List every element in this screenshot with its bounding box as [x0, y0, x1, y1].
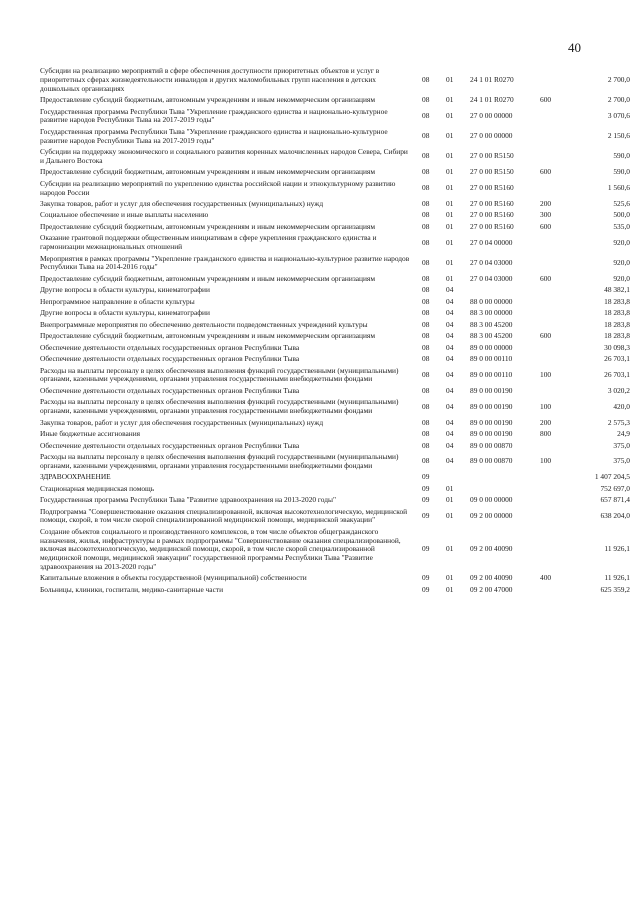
section-code: 08	[422, 440, 430, 450]
target-article-code: 27 0 04 03000	[470, 257, 513, 267]
subsection-code: 04	[446, 285, 454, 295]
amount: 375,0	[613, 456, 630, 466]
section-code: 08	[422, 199, 430, 208]
expense-type-code	[540, 285, 572, 296]
table-row	[40, 273, 630, 284]
subsection-code: 04	[446, 296, 454, 306]
target-article-code: 27 0 00 00000	[470, 111, 513, 121]
item-name: Обеспечение деятельности отдельных государственных органов Республики Тыва	[40, 385, 300, 395]
item-name: Стационарная медицинская помощь	[40, 483, 155, 493]
target-article-code: 89 0 00 00190	[470, 417, 513, 427]
target-article-code: 89 0 00 00190	[470, 429, 513, 439]
section-code: 08	[422, 342, 430, 352]
target-article-code: 88 3 00 45200	[470, 331, 513, 341]
section-code: 09	[422, 584, 430, 594]
expense-type-code: 400	[540, 573, 552, 583]
section-code: 08	[422, 131, 430, 141]
table-row	[40, 495, 630, 506]
subsection-code: 01	[446, 131, 454, 141]
target-article-code	[470, 285, 540, 296]
target-article-code: 89 0 00 00110	[470, 370, 513, 380]
amount: 625 359,2	[600, 584, 630, 594]
target-article-code: 09 0 00 00000	[470, 495, 513, 505]
item-name: Непрограммное направление в области культуры	[40, 296, 195, 306]
expense-type-code	[540, 354, 572, 365]
target-article-code: 09 2 00 00000	[470, 511, 513, 520]
table-row	[40, 66, 630, 95]
item-name: Предоставление субсидий бюджетным, автономным учреждениям и иным некоммерческим организациям	[40, 167, 376, 177]
section-code: 09	[422, 573, 430, 583]
expense-type-code	[540, 233, 572, 253]
page-number: 40	[568, 40, 581, 55]
item-name: Предоставление субсидий бюджетным, автономным учреждениям и иным некоммерческим организациям	[40, 95, 376, 105]
target-article-code: 09 2 00 40090	[470, 544, 513, 554]
expense-type-code	[540, 296, 572, 307]
expense-type-code	[540, 495, 572, 506]
section-code: 08	[422, 370, 430, 380]
section-code: 08	[422, 456, 430, 466]
expense-type-code: 800	[540, 429, 552, 439]
amount: 26 703,1	[604, 354, 630, 364]
subsection-code: 01	[446, 257, 454, 267]
item-name: Государственная программа Республики Тыва "Развитие здравоохранения на 2013-2020 годы"	[40, 495, 337, 505]
subsection-code: 01	[446, 151, 454, 161]
item-name: Обеспечение деятельности отдельных государственных органов Республики Тыва	[40, 354, 300, 364]
section-code: 09	[422, 544, 430, 554]
section-code: 08	[422, 417, 430, 427]
expense-type-code	[540, 127, 572, 147]
item-name: Предоставление субсидий бюджетным, автономным учреждениям и иным некоммерческим организациям	[40, 273, 376, 283]
expense-type-code	[540, 106, 572, 126]
table-row	[40, 253, 630, 273]
amount: 920,0	[613, 273, 630, 283]
expense-type-code	[540, 440, 572, 451]
section-code: 08	[422, 183, 430, 193]
target-article-code: 88 3 00 00000	[470, 308, 513, 318]
expense-type-code	[540, 472, 572, 483]
amount: 18 283,8	[604, 331, 630, 341]
amount: 2 575,3	[607, 417, 630, 427]
target-article-code: 27 0 00 R5150	[470, 151, 514, 161]
expense-type-code	[540, 178, 572, 198]
amount: 657 871,4	[600, 495, 630, 505]
amount: 590,0	[613, 167, 630, 177]
target-article-code: 24 1 01 R0270	[470, 75, 514, 85]
amount: 11 926,1	[604, 573, 630, 583]
section-code: 08	[422, 296, 430, 306]
table-row	[40, 440, 630, 451]
amount: 590,0	[613, 151, 630, 161]
expense-type-code	[540, 342, 572, 353]
target-article-code: 27 0 04 00000	[470, 237, 513, 247]
section-code: 08	[422, 354, 430, 364]
subsection-code: 01	[446, 237, 454, 247]
section-code: 09	[422, 511, 430, 520]
subsection-code: 01	[446, 95, 454, 105]
table-row	[40, 506, 630, 526]
subsection-code: 04	[446, 319, 454, 329]
amount: 920,0	[613, 257, 630, 267]
amount: 3 070,6	[607, 111, 630, 121]
table-row	[40, 308, 630, 319]
amount: 525,6	[613, 199, 630, 208]
amount: 2 700,0	[607, 95, 630, 105]
expense-type-code: 600	[540, 95, 552, 105]
target-article-code: 88 3 00 45200	[470, 319, 513, 329]
subsection-code: 01	[446, 167, 454, 177]
table-row	[40, 199, 630, 210]
table-row	[40, 417, 630, 428]
amount: 2 700,0	[607, 75, 630, 85]
expense-type-code: 600	[540, 273, 552, 283]
target-article-code: 09 2 00 40090	[470, 573, 513, 583]
section-code: 09	[422, 472, 430, 482]
section-code: 08	[422, 331, 430, 341]
table-row	[40, 472, 630, 483]
item-name: Оказание грантовой поддержки общественным инициативам в сфере укрепления гражданского единства и гармонизации межнациональных отношений	[40, 233, 377, 252]
item-name: Расходы на выплаты персоналу в целях обеспечения выполнения функций государственными (муниципальными) органами, казенными учреждениями, органами управления государственными внебюджетными фондами	[40, 452, 399, 470]
section-code: 08	[422, 319, 430, 329]
expense-type-code	[540, 319, 572, 330]
amount: 48 382,1	[604, 285, 630, 295]
subsection-code: 01	[446, 584, 454, 594]
section-code: 08	[422, 111, 430, 121]
amount: 3 020,2	[607, 385, 630, 395]
expense-type-code	[540, 526, 572, 572]
amount: 638 204,0	[600, 511, 630, 520]
subsection-code: 04	[446, 354, 454, 364]
section-code: 08	[422, 273, 430, 283]
item-name: Внепрограммные мероприятия по обеспечению деятельности подведомственных учреждений культуры	[40, 319, 368, 329]
section-code: 08	[422, 75, 430, 85]
expense-type-code: 100	[540, 401, 552, 411]
table-row	[40, 178, 630, 198]
target-article-code: 27 0 00 00000	[470, 131, 513, 141]
section-code: 09	[422, 483, 430, 493]
item-name: Субсидии на поддержку экономического и социального развития коренных малочисленных народов Севера, Сибири и Дальнего Востока	[40, 147, 408, 165]
item-name: Субсидии на реализацию мероприятий по укреплению единства российской нации и этнокультурному развитию народов России	[40, 178, 396, 197]
target-article-code: 89 0 00 00000	[470, 342, 513, 352]
table-row	[40, 285, 630, 296]
expense-type-code	[540, 308, 572, 319]
table-row	[40, 95, 630, 106]
section-code: 08	[422, 285, 430, 295]
expense-type-code	[540, 147, 572, 167]
item-name: Другие вопросы в области культуры, кинематографии	[40, 285, 210, 295]
subsection-code: 04	[446, 401, 454, 411]
table-row	[40, 573, 630, 584]
subsection-code: 01	[446, 199, 454, 208]
amount: 18 283,8	[604, 319, 630, 329]
table-row	[40, 429, 630, 440]
item-name: Мероприятия в рамках программы "Укрепление гражданского единства и национально-культурное развитие народов Республики Тыва на 2014-2016 годы"	[40, 253, 410, 272]
amount: 18 283,8	[604, 308, 630, 318]
section-code: 08	[422, 308, 430, 318]
amount: 2 150,6	[607, 131, 630, 141]
item-name: Предоставление субсидий бюджетным, автономным учреждениям и иным некоммерческим организациям	[40, 221, 376, 231]
expense-type-code: 600	[540, 221, 552, 231]
section-code: 08	[422, 221, 430, 231]
item-name: Государственная программа Республики Тыва "Укрепление гражданского единства и национально-культурное развитие народов Республики Тыва на 2017-2019 годы"	[40, 126, 388, 145]
subsection-code: 04	[446, 370, 454, 380]
table-row	[40, 222, 630, 233]
target-article-code	[470, 483, 540, 494]
item-name: Создание объектов социального и производственного комплексов, в том числе объектов общегражданского назначения, жилья, инфраструктуры в рамках подпрограммы "Совершенствование оказания специализированной, включая высокотехнологическую, медицинской помощи, скорой, в том числе скорой специализированной медицинской помощи, медицинской эвакуации" государственной программы Республики Тыва "Развитие здравоохранения на 2013-2020 годы"	[40, 526, 401, 571]
amount: 11 926,1	[604, 544, 630, 554]
section-code: 08	[422, 151, 430, 161]
target-article-code: 27 0 00 R5160	[470, 210, 514, 220]
amount: 535,0	[613, 221, 630, 231]
section-code: 08	[422, 401, 430, 411]
expense-type-code: 300	[540, 210, 552, 220]
target-article-code: 27 0 00 R5160	[470, 183, 514, 193]
target-article-code	[470, 472, 540, 483]
item-name: Предоставление субсидий бюджетным, автономным учреждениям и иным некоммерческим организациям	[40, 331, 376, 341]
expense-type-code: 100	[540, 370, 552, 380]
subsection-code: 01	[446, 544, 454, 554]
table-row	[40, 296, 630, 307]
subsection-code: 04	[446, 440, 454, 450]
target-article-code: 89 0 00 00870	[470, 440, 513, 450]
table-row	[40, 354, 630, 365]
item-name: Больницы, клиники, госпитали, медико-санитарные части	[40, 584, 224, 594]
expense-type-code: 600	[540, 331, 552, 341]
target-article-code: 24 1 01 R0270	[470, 95, 514, 105]
subsection-code: 01	[446, 495, 454, 505]
item-name: Обеспечение деятельности отдельных государственных органов Республики Тыва	[40, 342, 300, 352]
expense-type-code	[540, 253, 572, 273]
subsection-code: 04	[446, 308, 454, 318]
section-code: 08	[422, 237, 430, 247]
section-code: 08	[422, 167, 430, 177]
amount: 420,0	[613, 401, 630, 411]
item-name: Подпрограмма "Совершенствование оказания специализированной, включая высокотехнологическую, медицинской помощи, скорой, в том числе скорой специализированной медицинской помощи, медицинской эвакуации"	[40, 506, 408, 525]
amount: 30 098,3	[604, 342, 630, 352]
subsection-code: 04	[446, 429, 454, 439]
table-row	[40, 386, 630, 397]
expense-type-code	[540, 506, 572, 526]
item-name: Капитальные вложения в объекты государственной (муниципальной) собственности	[40, 573, 307, 583]
item-name: Иные бюджетные ассигнования	[40, 429, 141, 439]
table-row	[40, 331, 630, 342]
table-row	[40, 233, 630, 253]
subsection-code: 04	[446, 385, 454, 395]
target-article-code: 27 0 00 R5150	[470, 167, 514, 177]
subsection-code: 01	[446, 221, 454, 231]
amount: 18 283,8	[604, 296, 630, 306]
item-name: Государственная программа Республики Тыва "Укрепление гражданского единства и национально-культурное развитие народов Республики Тыва на 2017-2019 годы"	[40, 106, 388, 125]
amount: 752 697,0	[600, 483, 630, 493]
table-row	[40, 452, 630, 472]
table-row	[40, 342, 630, 353]
amount: 24,9	[617, 429, 630, 439]
table-row	[40, 526, 630, 572]
section-code: 08	[422, 95, 430, 105]
table-row	[40, 127, 630, 147]
subsection-code: 01	[446, 483, 454, 493]
item-name: Обеспечение деятельности отдельных государственных органов Республики Тыва	[40, 440, 300, 450]
target-article-code: 27 0 00 R5160	[470, 221, 514, 231]
item-name: Субсидии на реализацию мероприятий в сфере обеспечения доступности приоритетных объектов и услуг в приоритетных сферах жизнедеятельности инвалидов и других маломобильных групп населения в детских дошкольных организациях	[40, 66, 380, 93]
item-name: Расходы на выплаты персоналу в целях обеспечения выполнения функций государственными (муниципальными) органами, казенными учреждениями, органами управления государственными внебюджетными фондами	[40, 397, 399, 416]
target-article-code: 27 0 04 03000	[470, 273, 513, 283]
subsection-code: 01	[446, 210, 454, 220]
table-row	[40, 210, 630, 221]
amount: 1 560,6	[607, 183, 630, 193]
target-article-code: 88 0 00 00000	[470, 296, 513, 306]
target-article-code: 89 0 00 00110	[470, 354, 513, 364]
section-code: 08	[422, 385, 430, 395]
section-code: 08	[422, 429, 430, 439]
amount: 920,0	[613, 237, 630, 247]
amount: 375,0	[613, 440, 630, 450]
expense-type-code: 100	[540, 456, 552, 466]
subsection-code: 01	[446, 111, 454, 121]
table-row	[40, 397, 630, 417]
subsection-code	[446, 472, 470, 483]
table-row	[40, 483, 630, 494]
subsection-code: 04	[446, 342, 454, 352]
amount: 26 703,1	[604, 370, 630, 380]
expense-type-code	[540, 584, 572, 595]
item-name: ЗДРАВООХРАНЕНИЕ	[40, 472, 111, 482]
target-article-code: 89 0 00 00190	[470, 401, 513, 411]
subsection-code: 01	[446, 273, 454, 283]
expense-type-code: 600	[540, 167, 552, 177]
section-code: 09	[422, 495, 430, 505]
subsection-code: 01	[446, 511, 454, 520]
subsection-code: 04	[446, 331, 454, 341]
expense-type-code	[540, 483, 572, 494]
table-row	[40, 365, 630, 385]
table-row	[40, 147, 630, 167]
section-code: 08	[422, 210, 430, 220]
amount: 500,0	[613, 210, 630, 220]
subsection-code: 01	[446, 573, 454, 583]
table-row	[40, 167, 630, 178]
subsection-code: 01	[446, 183, 454, 193]
target-article-code: 09 2 00 47000	[470, 584, 513, 594]
section-code: 08	[422, 257, 430, 267]
budget-table	[40, 66, 630, 596]
budget-table-body	[40, 66, 630, 596]
item-name: Закупка товаров, работ и услуг для обеспечения государственных (муниципальных) нужд	[40, 417, 324, 427]
table-row	[40, 106, 630, 126]
amount: 1 407 204,5	[594, 472, 630, 482]
expense-type-code: 200	[540, 417, 552, 427]
expense-type-code	[540, 386, 572, 397]
expense-type-code	[540, 66, 572, 95]
table-row	[40, 584, 630, 595]
subsection-code: 04	[446, 456, 454, 466]
subsection-code: 01	[446, 75, 454, 85]
subsection-code: 04	[446, 417, 454, 427]
target-article-code: 89 0 00 00870	[470, 456, 513, 466]
item-name: Другие вопросы в области культуры, кинематографии	[40, 308, 210, 318]
item-name: Социальное обеспечение и иные выплаты населению	[40, 210, 209, 220]
expense-type-code: 200	[540, 199, 552, 208]
item-name: Расходы на выплаты персоналу в целях обеспечения выполнения функций государственными (муниципальными) органами, казенными учреждениями, органами управления государственными внебюджетными фондами	[40, 365, 399, 384]
target-article-code: 89 0 00 00190	[470, 385, 513, 395]
table-row	[40, 319, 630, 330]
target-article-code: 27 0 00 R5160	[470, 199, 514, 208]
item-name: Закупка товаров, работ и услуг для обеспечения государственных (муниципальных) нужд	[40, 199, 324, 208]
